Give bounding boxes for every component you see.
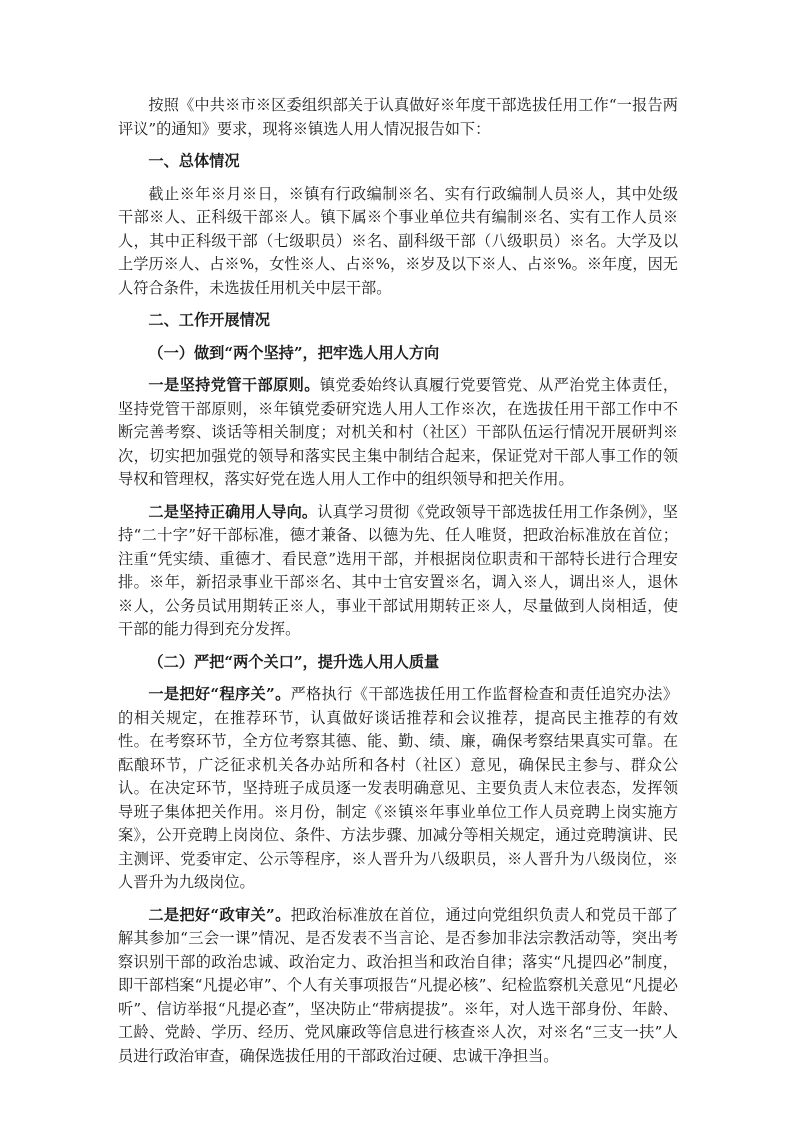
party-management-paragraph	[118, 374, 678, 492]
paragraph-lead: 一是把好“程序关”。	[148, 685, 291, 703]
section-2-heading: 二、工作开展情况	[148, 311, 270, 329]
paragraph-body: 严格执行《干部选拔任用工作监督检查和责任追究办法》的相关规定，在推荐环节，认真做好谈话推荐和会议推荐，提高民主推荐的有效性。在考察环节，全方位考察其德、能、勤、绩、廉，确保考察结果真实可靠。在酝酿环节，广泛征求机关各办站所和各村（社区）意见，确保民主参与、群众公认。在决定环节，坚持班子成员逐一发表明确意见、主要负责人末位表态，发挥领导班子集体把关作用。※月份，制定《※镇※年事业单位工作人员竞聘上岗实施方案》，公开竞聘上岗岗位、条件、方法步骤、加减分等相关规定，通过竞聘演讲、民主测评、党委审定、公示等程序，※人晋升为八级职员，※人晋升为八级岗位，※人晋升为九级岗位。	[118, 685, 679, 891]
paragraph-body: 镇党委始终认真履行党要管党、从严治党主体责任，坚持党管干部原则，※年镇党委研究选人用人工作※次，在选拔任用干部工作中不断完善考察、谈话等相关制度；对机关和村（社区）干部队伍运行情况开展研判※次，切实把加强党的领导和落实民主集中制结合起来，保证党对干部人事工作的领导权和管理权，落实好党在选人用人工作中的组织领导和把关作用。	[118, 376, 679, 488]
paragraph-lead: 一是坚持党管干部原则。	[148, 376, 320, 394]
subsection-1-heading: （一）做到“两个坚持”，把牢选人用人方向	[148, 343, 440, 362]
paragraph-lead: 二是把好“政审关”。	[148, 905, 291, 924]
employment-orientation-paragraph	[118, 501, 678, 642]
paragraph-lead: 二是坚持正确用人导向。	[148, 502, 318, 521]
section-1-body: 截止※年※月※日，※镇有行政编制※名、实有行政编制人员※人，其中处级干部※人、正科级干部※人。镇下属※个事业单位共有编制※名、实有工作人员※人，其中正科级干部（七级职员）※名、副科级干部（八级职员）※名。大学及以上学历※人、占※%，女性※人、占※%，※岁及以下※人、占※%。※年度，因无人符合条件，未选拔任用机关中层干部。	[118, 184, 678, 297]
intro-paragraph: 按照《中共※市※区委组织部关于认真做好※年度干部选拔任用工作“一报告两评议”的通知》要求，现将※镇选人用人情况报告如下：	[118, 96, 678, 138]
procedure-paragraph	[118, 683, 678, 895]
document-page	[118, 94, 678, 1068]
paragraph-body: 把政治标准放在首位，通过向党组织负责人和党员干部了解其参加“三会一课”情况、是否发表不当言论、是否参加非法宗教活动等，突出考察识别干部的政治忠诚、政治定力、政治担当和政治自律；落实“凡提四必”制度，即干部档案“凡提必审”、个人有关事项报告“凡提必核”、纪检监察机关意见“凡提必听”、信访举报“凡提必查”，坚决防止“带病提拔”。※年，对人选干部身份、年龄、工龄、党龄、学历、经历、党风廉政等信息进行核查※人次，对※名“三支一扶”人员进行政治审查，确保选拔任用的干部政治过硬、忠诚干净担当。	[118, 905, 679, 1065]
political-review-paragraph	[118, 904, 678, 1069]
section-1-heading: 一、总体情况	[148, 152, 240, 170]
paragraph-body: 认真学习贯彻《党政领导干部选拔任用工作条例》，坚持“二十字”好干部标准，德才兼备、以德为先、任人唯贤，把政治标准放在首位；注重“凭实绩、重德才、看民意”选用干部，并根据岗位职责和干部特长进行合理安排。※年，新招录事业干部※名、其中士官安置※名，调入※人，调出※人，退休※人，公务员试用期转正※人，事业干部试用期转正※人，尽量做到人岗相适，使干部的能力得到充分发挥。	[118, 502, 678, 638]
subsection-2-heading: （二）严把“两个关口”，提升选人用人质量	[148, 652, 440, 671]
